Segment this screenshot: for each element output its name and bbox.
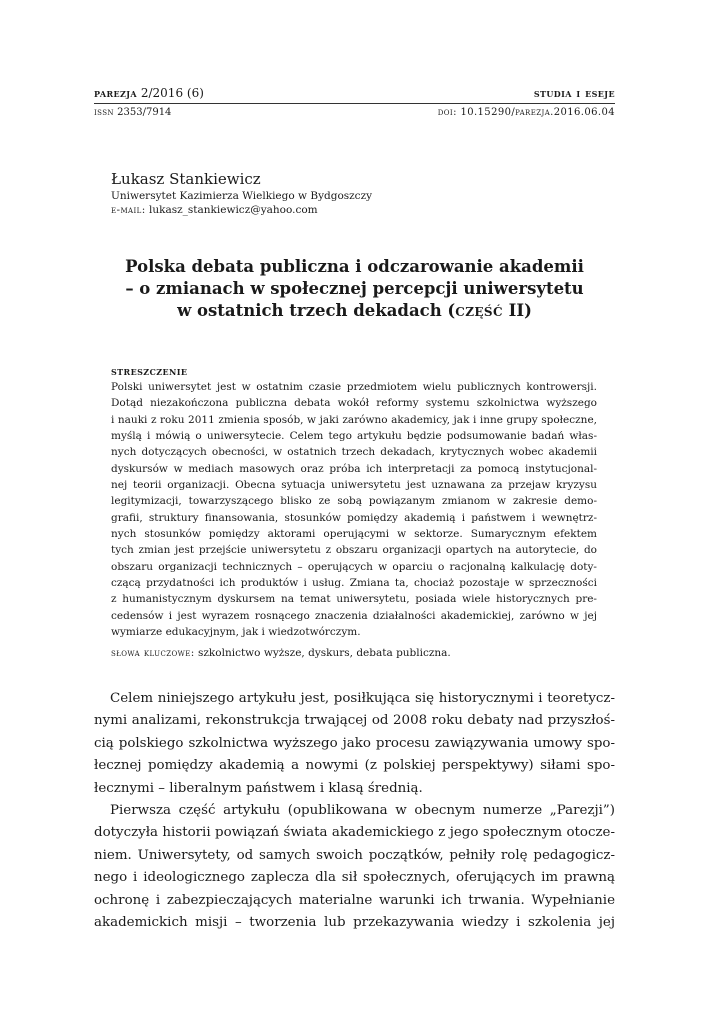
abstract-line: nych dotyczących obecności, w ostatnich trzech dekadach, krytycznych wobec akademii <box>111 446 597 459</box>
abstract-line: nej teorii organizacji. Obecna sytuacja uniwersytetu jest uznawana za przejaw kryzysu <box>111 479 597 492</box>
abstract-line: czącą przydatności ich produktów i usług. Zmiana ta, chociaż pozostaje w sprzeczności <box>111 577 597 590</box>
paragraph-1 <box>94 688 615 800</box>
body-line: Pierwsza część artykułu (opublikowana w obecnym numerze „Parezji”) <box>110 803 615 819</box>
title-line-3 <box>94 300 615 322</box>
header-bottom-row <box>94 104 615 118</box>
journal-issue <box>94 86 204 100</box>
issue-number: 2/2016 (6) <box>140 86 204 100</box>
header-top-row <box>94 86 615 104</box>
abstract-line: nych stosunków pomiędzy aktorami operującymi w sektorze. Sumarycznym efektem <box>111 528 597 541</box>
abstract <box>111 363 597 661</box>
body-line: nymi analizami, rekonstrukcja trwającej od 2008 roku debaty nad przyszłoś- <box>94 713 615 729</box>
body-line: łecznymi – liberalnym państwem i klasą średnią. <box>94 780 423 796</box>
abstract-line: cedensów i jest wyrazem rosnącego znaczenia działalności akademickiej, zarówno w jej <box>111 609 597 622</box>
abstract-line: i nauki z roku 2011 zmienia sposób, w jaki zarówno akademicy, jak i inne grupy społeczne, <box>111 413 597 426</box>
body-line: akademickich misji – tworzenia lub przekazywania wiedzy i szkolenia jej <box>94 915 615 931</box>
keywords-text: szkolnictwo wyższe, dyskurs, debata publiczna. <box>198 646 451 659</box>
email-label: e-mail: <box>111 204 146 216</box>
abstract-line: grafii, struktury finansowania, stosunków pomiędzy akademią i państwem i wewnętrz- <box>111 511 597 524</box>
journal-name: parezja <box>94 86 138 100</box>
abstract-line: tych zmian jest przejście uniwersytetu z obszaru organizacji opartych na autorytecie, do <box>111 544 597 557</box>
author-email-row <box>111 203 372 217</box>
title-line-1: Polska debata publiczna i odczarowanie akademii <box>125 257 584 276</box>
running-header <box>94 86 615 118</box>
author-block <box>111 170 372 217</box>
body-line: ochronę i zabezpieczających materialne warunki ich trwania. Wypełnianie <box>94 892 615 908</box>
title-line-2: – o zmianach w społecznej percepcji uniwersytetu <box>125 279 584 298</box>
abstract-line: Polski uniwersytet jest w ostatnim czasie przedmiotem wielu publicznych kontrowersji. <box>111 381 597 393</box>
article-title <box>94 256 615 322</box>
keywords <box>111 645 597 661</box>
doi: doi: 10.15290/parezja.2016.06.04 <box>437 107 615 118</box>
body-line: niem. Uniwersytety, od samych swoich początków, pełniły rolę pedagogicz- <box>94 847 615 863</box>
abstract-line: obszaru organizacji technicznych – operujących w oparciu o racjonalną kalkulację doty- <box>111 560 597 573</box>
issn-label: issn <box>94 107 114 118</box>
title-part-label: część <box>455 301 503 320</box>
abstract-line: legitymizacji, towarzyszącego blisko ze sobą powiązanym zmianom w zakresie demo- <box>111 495 597 508</box>
body-text <box>94 688 615 934</box>
abstract-line: Dotąd niezakończona publiczna debata wokół reformy systemu szkolnictwa wyższego <box>111 397 597 410</box>
body-line: dotyczyła historii powiązań świata akademickiego z jego społecznym otocze- <box>94 825 615 841</box>
body-line: nego i ideologicznego zaplecza dla sił społecznych, oferujących im prawną <box>94 870 615 886</box>
title-line-3-text: w ostatnich trzech dekadach ( <box>177 301 456 320</box>
author-name: Łukasz Stankiewicz <box>111 170 261 188</box>
title-line-3-end: II) <box>502 301 532 320</box>
author-email[interactable]: lukasz_stankiewicz@yahoo.com <box>148 204 318 216</box>
abstract-body <box>111 379 597 641</box>
section-name: studia i eseje <box>533 86 615 100</box>
body-line: łecznej pomiędzy akademią a nowymi (z polskiej perspektywy) siłami spo- <box>94 758 615 774</box>
paragraph-2 <box>94 800 615 934</box>
body-line: Celem niniejszego artykułu jest, posiłkująca się historycznymi i teoretycz- <box>110 691 615 706</box>
issn-value: 2353/7914 <box>117 107 172 118</box>
abstract-line: myślą i mówią o uniwersytecie. Celem tego artykułu będzie podsumowanie badań włas- <box>111 430 597 443</box>
abstract-line: wymiarze edukacyjnym, jak i wiedzotwórczym. <box>111 626 361 639</box>
abstract-heading: streszczenie <box>111 364 188 378</box>
abstract-line: z humanistycznym dyskursem na temat uniwersytetu, posiada wiele historycznych pre- <box>111 593 597 606</box>
author-affiliation: Uniwersytet Kazimierza Wielkiego w Bydgoszczy <box>111 190 373 202</box>
abstract-line: dyskursów w mediach masowych oraz próba ich interpretacji za pomocą instytucjonal- <box>111 462 597 475</box>
body-line: cią polskiego szkolnictwa wyższego jako procesu zawiązywania umowy spo- <box>94 735 615 751</box>
keywords-label: słowa kluczowe: <box>111 646 195 659</box>
issn <box>94 107 171 118</box>
